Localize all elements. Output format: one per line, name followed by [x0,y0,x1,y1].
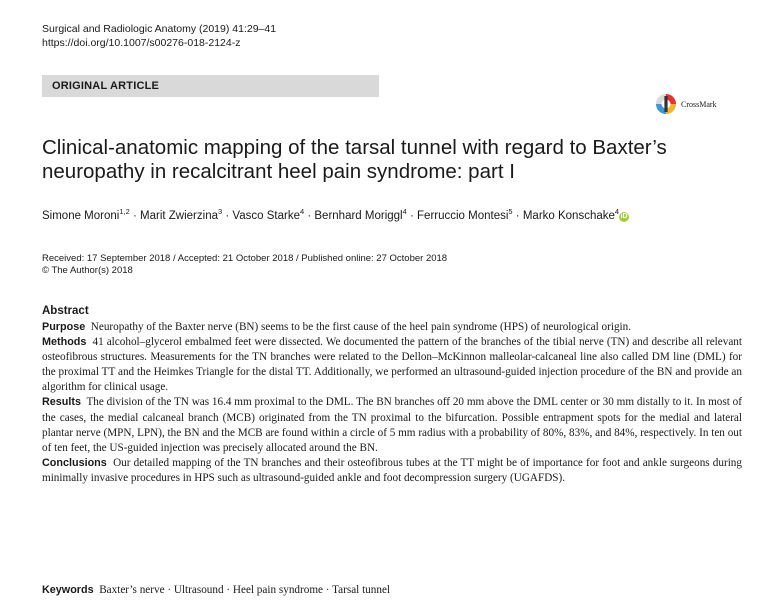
abstract-heading: Abstract [42,305,89,317]
abstract-methods [42,335,742,395]
abstract-body [42,320,742,486]
author-separator: · [225,209,230,222]
purpose-label: Purpose [42,321,86,333]
abstract-results [42,395,742,455]
conclusions-text: Our detailed mapping of the TN branches and their osteofibrous tubes at the TT might be of importance for foot and ankle surgeons during minimally invasive procedures in HPS such as ultrasound-guided ankle and foot decompression surgery (UGAFDS). [42,456,742,484]
author-affiliation: 4 [299,207,305,216]
purpose-text: Neuropathy of the Baxter nerve (BN) seems to be the first cause of the heel pain syndrome (HPS) of neurological origin. [90,321,632,333]
results-text: The division of the TN was 16.4 mm proximal to the DML. The BN branches off 20 mm above the DML center or 30 mm distally to it. In most of the cases, the medial calcaneal branch (MCB) originated from the TN proximal to the bifurcation. Possible entrapment spots for the medial and lateral plantar nerve (MPN, LPN), the BN and the MCB are found within a circle of 5 mm radius with a probability of 80%, 83%, and 84%, respectively. In ten out of ten feet, the US-guided injection was precisely allocated around the BN. [42,396,742,454]
keywords-label: Keywords [42,584,94,596]
conclusions-label: Conclusions [42,456,107,469]
author-name[interactable]: Ferruccio Montesi [417,209,509,222]
crossmark-badge[interactable] [655,93,717,115]
crossmark-icon [655,93,677,115]
article-type-label: ORIGINAL ARTICLE [52,80,160,92]
author-separator: · [409,209,414,222]
author-affiliation: 3 [218,207,223,216]
keywords-line [42,584,742,596]
author-list [42,207,762,222]
keywords-text: Baxter’s nerve · Ultrasound · Heel pain syndrome · Tarsal tunnel [99,584,391,596]
copyright-notice: © The Author(s) 2018 [42,265,133,276]
crossmark-label: CrossMark [681,99,717,109]
author-name[interactable]: Marit Zwierzina [140,209,218,222]
abstract-purpose [42,320,742,335]
journal-citation: Surgical and Radiologic Anatomy (2019) 41:29–41 [42,23,277,35]
author-separator: · [307,209,312,222]
author-affiliation: 1,2 [119,207,130,216]
author-name[interactable]: Bernhard Moriggl [314,209,403,222]
author-separator: · [132,209,137,222]
methods-text: 41 alcohol–glycerol embalmed feet were dissected. We documented the pattern of the branches of the tibial nerve (TN) and describe all relevant osteofibrous structures. Measurements for the TN branches were related to the Dellon–McKinnon malleolar-calcaneal line also called DM line (DML) for the proximal TT and the Heimkes Triangle for the distal TT. Additionally, we performed an ultrasound-guided injection procedure of the BN and provide an algorithm for clinical usage. [42,336,743,394]
doi-link[interactable]: https://doi.org/10.1007/s00276-018-2124-z [42,37,241,49]
author-name[interactable]: Vasco Starke [232,209,300,222]
author-name[interactable]: Simone Moroni [42,209,120,222]
results-label: Results [42,396,82,409]
date-history: Received: 17 September 2018 / Accepted: 21 October 2018 / Published online: 27 October 2018 [42,253,448,264]
publication-dates [42,253,447,277]
abstract-conclusions [42,456,742,486]
author-separator: · [515,209,520,222]
author-affiliation: 4 [614,207,620,216]
article-type-bar [42,75,379,97]
author-affiliation: 5 [508,207,513,216]
orcid-icon[interactable]: iD [620,212,628,220]
author-name[interactable]: Marko Konschake [522,209,615,222]
article-title: Clinical-anatomic mapping of the tarsal tunnel with regard to Baxter’s neuropathy in recalcitrant heel pain syndrome: part I [42,136,667,183]
author-affiliation: 4 [402,207,407,216]
methods-label: Methods [42,336,87,349]
